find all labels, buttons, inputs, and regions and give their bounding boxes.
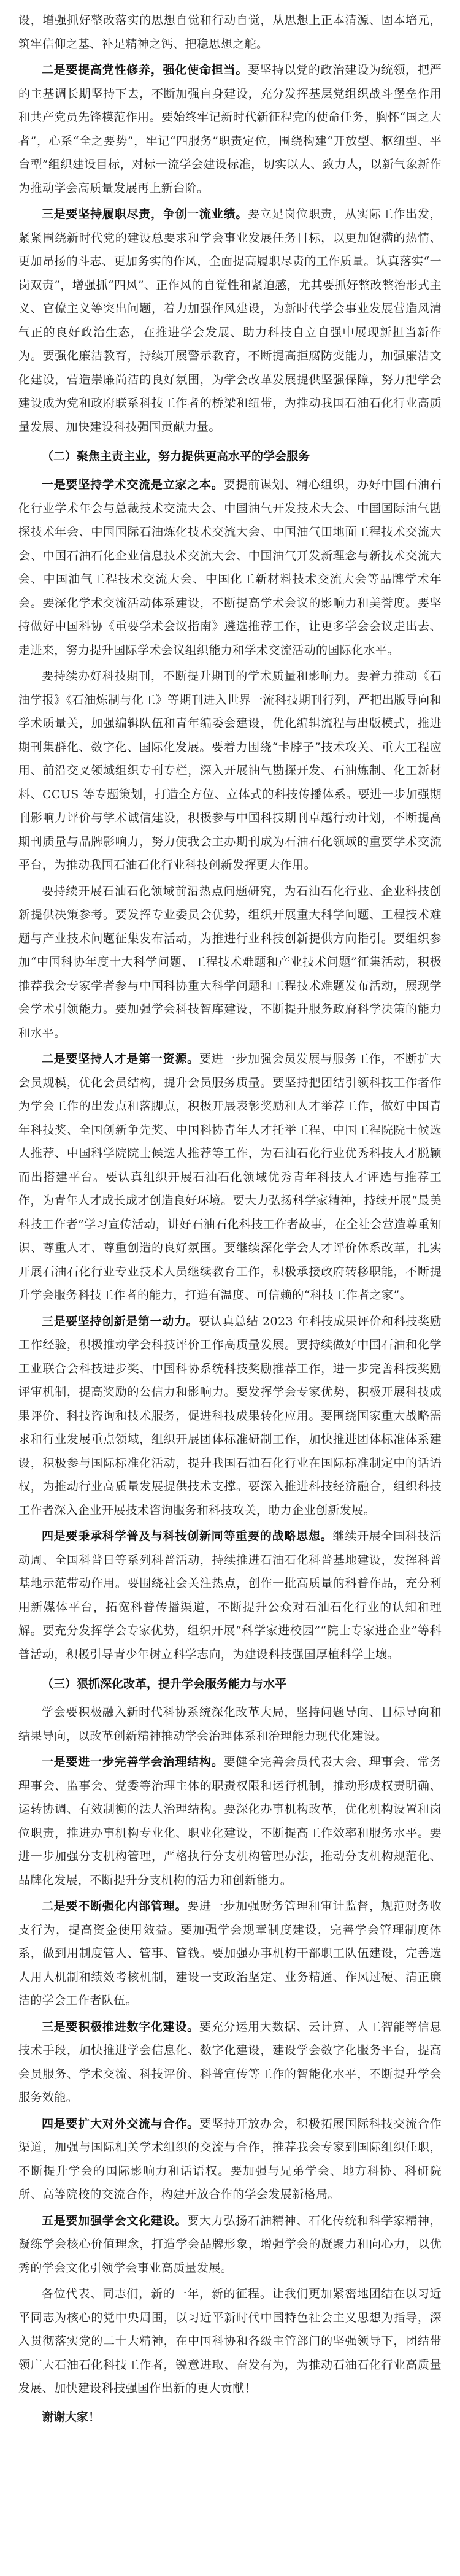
paragraph-lead: 三是要坚持创新是第一动力。 xyxy=(42,1314,199,1328)
paragraph xyxy=(18,1894,442,2013)
paragraph-lead: 二是要不断强化内部管理。 xyxy=(42,1899,188,1913)
paragraph-text: 要提前谋划、精心组织，办好中国石油石化行业学术年会与总裁技术交流大会、中国油气开发技术大会、中国国际油气勘探技术年会、中国国际石油炼化技术交流大会、中国油气田地面工程技术交流大会、中国石油石化企业信息技术交流大会、中国油气开发新理念与新技术交流大会、中国油气工程技术交流大会、中国化工新材料技术交流大会等品牌学术年会。要深化学术交流活动体系建设，不断提高学术会议的影响力和美誉度。要坚持做好中国科协《重要学术会议指南》遴选推荐工作，让更多学会会议走出去、走进来，努力提升国际学术会议组织能力和学术交流活动的国际化水平。 xyxy=(18,478,442,657)
paragraph xyxy=(18,202,442,439)
paragraph-lead: 四是要秉承科学普及与科技创新同等重要的战略思想。 xyxy=(42,1529,333,1543)
paragraph-text: 要坚持以党的政治建设为统领，把严的主基调长期坚持下去，不断加强自身建设，充分发挥基层党组织战斗堡垒作用和共产党员先锋模范作用。要始终牢记新时代新征程党的使命任务，胸怀“国之大者”，心系“全之要势”，牢记“四服务”职责定位，围绕构建“开放型、枢纽型、平台型”组织建设目标，对标一流学会建设标准，切实以人、致力人，以新气象新作为推动学会高质量发展再上新台阶。 xyxy=(18,63,442,195)
paragraph xyxy=(18,1047,442,1307)
paragraph-text: 要大力弘扬石油精神、石化传统和科学家精神，凝练学会核心价值理念，打造学会品牌形象，增强学会的凝聚力和向心力，以优秀的学会文化引领学会事业高质量发展。 xyxy=(18,2213,442,2275)
intro-section xyxy=(18,9,442,439)
paragraph xyxy=(18,1524,442,1666)
paragraph-text: 各位代表、同志们，新的一年，新的征程。让我们更加紧密地团结在以习近平同志为核心的党中央周围，以习近平新时代中国特色社会主义思想为指导，深入贯彻落实党的二十大精神，在中国科协和各级主管部门的坚强领导下，团结带领广大石油石化科技工作者，锐意进取、奋发有为，为推动石油石化行业高质量发展、加快建设科技强国作出新的更大贡献！ xyxy=(18,2287,442,2395)
paragraph xyxy=(18,2209,442,2280)
paragraph xyxy=(18,2015,442,2110)
section-title-services: （二）聚焦主责主业，努力提供更高水平的学会服务 xyxy=(42,450,310,463)
paragraph-text: 要充分运用大数据、云计算、人工智能等信息技术手段，加快推进学会信息化、数字化建设，建设学会数字化服务平台，提高会员服务、学术交流、科技评价、科普宣传等工作的智能化水平，不断提升学会服务效能。 xyxy=(18,2020,442,2104)
paragraph-lead: 一是要坚持学术交流是立家之本。 xyxy=(42,478,224,491)
paragraph xyxy=(18,2282,442,2401)
paragraph-text: 要持续开展石油石化领域前沿热点问题研究，为石油石化行业、企业科技创新提供决策参考。要发挥专业委员会优势，组织开展重大科学问题、工程技术难题与产业技术问题征集发布活动，为推进行业科技创新提供方向指引。要组织参加“中国科协年度十大科学问题、工程技术难题和产业技术问题”征集活动，积极推荐我会专家学者参与中国科协重大科学问题和工程技术难题发布活动，展现学会学术引领能力。要加强学会科技智库建设，不断提升服务政府科学决策的能力和水平。 xyxy=(18,884,442,1040)
closing-line: 谢谢大家！ xyxy=(42,2410,101,2424)
paragraph-text: 要进一步加强财务管理和审计监督，规范财务收支行为，提高资金使用效益。要加强学会规章制度建设，完善学会管理制度体系，做到用制度管人、管事、管钱。要加强办事机构干部职工队伍建设，完善选人用人机制和绩效考核机制，建设一支政治坚定、业务精通、作风过硬、清正廉洁的学会工作者队伍。 xyxy=(18,1899,442,2007)
section-title-reform: （三）狠抓深化改革，提升学会服务能力与水平 xyxy=(42,1677,287,1691)
reform-section xyxy=(18,1701,442,2280)
paragraph-text: 要认真总结 2023 年科技成果评价和科技奖励工作经验，积极推动学会科技评价工作高质量发展。要持续做好中国石油和化学工业联合会科技进步奖、中国科协系统科技奖励推荐工作，进一步完善科技奖励评审机制，提高奖励的公信力和影响力。要发挥学会专家优势，积极开展科技成果评价、科技咨询和技术服务，促进科技成果转化应用。要围绕国家重大战略需求和行业发展重点领域，组织开展团体标准研制工作，加快推进团体标准体系建设，积极参与国际标准化活动，提升我国石油石化行业在国际标准制定中的话语权，为推动行业高质量发展提供技术支撑。要深入推进科技经济融合，组织科技工作者深入企业开展技术咨询服务和科技攻关，助力企业创新发展。 xyxy=(18,1314,442,1517)
paragraph xyxy=(18,473,442,662)
services-section xyxy=(18,473,442,1666)
paragraph-lead: 三是要坚持履职尽责，争创一流业绩。 xyxy=(42,207,248,221)
paragraph-lead: 三是要积极推进数字化建设。 xyxy=(42,2020,199,2034)
paragraph-lead: 四是要扩大对外交流与合作。 xyxy=(42,2117,199,2131)
paragraph-lead: 一是要进一步完善学会治理结构。 xyxy=(42,1755,224,1769)
paragraph-text: 继续开展全国科技活动周、全国科普日等系列科普活动，持续推进石油石化科普基地建设，发挥科普基地示范带动作用。要围绕社会关注热点，创作一批高质量的科普作品，充分利用新媒体平台，拓宽科普传播渠道，不断提升公众对石油石化行业的认知和理解。要充分发挥学会专家优势，组织开展“科学家进校园”“院士专家进企业”等科普活动，积极引导青少年树立科学志向，为建设科技强国厚植科学土壤。 xyxy=(18,1529,442,1661)
paragraph xyxy=(18,1701,442,1748)
paragraph-text: 要健全完善会员代表大会、理事会、常务理事会、监事会、党委等治理主体的职责权限和运行机制，推动形成权责明确、运转协调、有效制衡的法人治理结构。要深化办事机构改革，优化机构设置和岗位职责，推进办事机构专业化、职业化建设，不断提高工作效率和服务水平。要进一步加强分支机构管理，严格执行分支机构管理办法，推动分支机构规范化、品牌化发展，不断提升分支机构的活力和创新能力。 xyxy=(18,1755,442,1887)
paragraph-text: 要持续办好科技期刊，不断提升期刊的学术质量和影响力。要着力推动《石油学报》《石油炼制与化工》等期刊进入世界一流科技期刊行列，严把出版导向和学术质量关，加强编辑队伍和青年编委会建设，优化编辑流程与出版模式，推进期刊集群化、数字化、国际化发展。要着力围绕“卡脖子”技术攻关、重大工程应用、前沿交叉领域组织专刊专栏，深入开展油气勘探开发、石油炼制、化工新材料、CCUS 等专题策划，打造全方位、立体式的科技传播体系。要进一步加强期刊影响力评价与学术诚信建设，积极参与中国科技期刊卓越行动计划，不断提高期刊质量与品牌影响力，努力使我会主办期刊成为石油石化领域的重要学术交流平台，为推动我国石油石化行业科技创新发挥更大作用。 xyxy=(18,669,442,872)
conclusion-section xyxy=(18,2282,442,2401)
paragraph xyxy=(18,1310,442,1523)
paragraph-lead: 二是要坚持人才是第一资源。 xyxy=(42,1052,199,1066)
paragraph-text: 设，增强抓好整改落实的思想自觉和行动自觉，从思想上正本清源、固本培元，筑牢信仰之基、补足精神之钙、把稳思想之舵。 xyxy=(18,13,442,51)
paragraph xyxy=(18,58,442,200)
paragraph xyxy=(18,664,442,877)
paragraph-text: 要进一步加强会员发展与服务工作，不断扩大会员规模，优化会员结构，提升会员服务质量。要坚持把团结引领科技工作者作为学会工作的出发点和落脚点，积极开展表彰奖励和人才举荐工作，做好中国青年科技奖、全国创新争先奖、中国科协青年人才托举工程、中国工程院院士候选人推荐、中国科学院院士候选人推荐等工作，为石油石化行业优秀科技人才脱颖而出搭建平台。要认真组织开展石油石化领域优秀青年科技人才评选与推荐工作，为青年人才成长成才创造良好环境。要大力弘扬科学家精神，持续开展“最美科技工作者”学习宣传活动，讲好石油石化科技工作者故事，在全社会营造尊重知识、尊重人才、尊重创造的良好氛围。要继续深化学会人才评价体系改革，扎实开展石油石化行业专业技术人员继续教育工作，积极承接政府转移职能，不断提升学会服务科技工作者的能力，打造有温度、可信赖的“科技工作者之家”。 xyxy=(18,1052,442,1302)
paragraph xyxy=(18,2112,442,2207)
paragraph xyxy=(18,1750,442,1892)
paragraph xyxy=(18,9,442,56)
paragraph-lead: 二是要提高党性修养，强化使命担当。 xyxy=(42,63,248,77)
paragraph xyxy=(18,880,442,1045)
paragraph-text: 要立足岗位职责，从实际工作出发，紧紧围绕新时代党的建设总要求和学会事业发展任务目标，以更加饱满的热情、更加昂扬的斗志、更加务实的作风，全面提高履职尽责的工作质量。认真落实“一岗双责”，增强抓“四风”、正作风的自觉性和紧迫感，尤其要抓好整改整治形式主义、官僚主义等突出问题，着力加强作风建设，为新时代学会事业发展营造风清气正的良好政治生态，在推进学会发展、助力科技自立自强中展现新担当新作为。要强化廉洁教育，持续开展警示教育，不断提高拒腐防变能力，加强廉洁文化建设，营造崇廉尚洁的良好氛围，为学会改革发展提供坚强保障，努力把学会建设成为党和政府联系科技工作者的桥梁和纽带，为推动我国石油石化行业高质量发展、加快建设科技强国贡献力量。 xyxy=(18,207,442,434)
paragraph-text: 学会要积极融入新时代科协系统深化改革大局，坚持问题导向、目标导向和结果导向，以改革创新精神推动学会治理体系和治理能力现代化建设。 xyxy=(18,1705,442,1743)
paragraph-lead: 五是要加强学会文化建设。 xyxy=(42,2213,188,2228)
paragraph-text: 要坚持开放办会，积极拓展国际科技交流合作渠道，加强与国际相关学术组织的交流与合作，推荐我会专家到国际组织任职，不断提升学会的国际影响力和话语权。要加强与兄弟学会、地方科协、科研院所、高等院校的交流合作，构建开放合作的学会发展新格局。 xyxy=(18,2117,442,2201)
